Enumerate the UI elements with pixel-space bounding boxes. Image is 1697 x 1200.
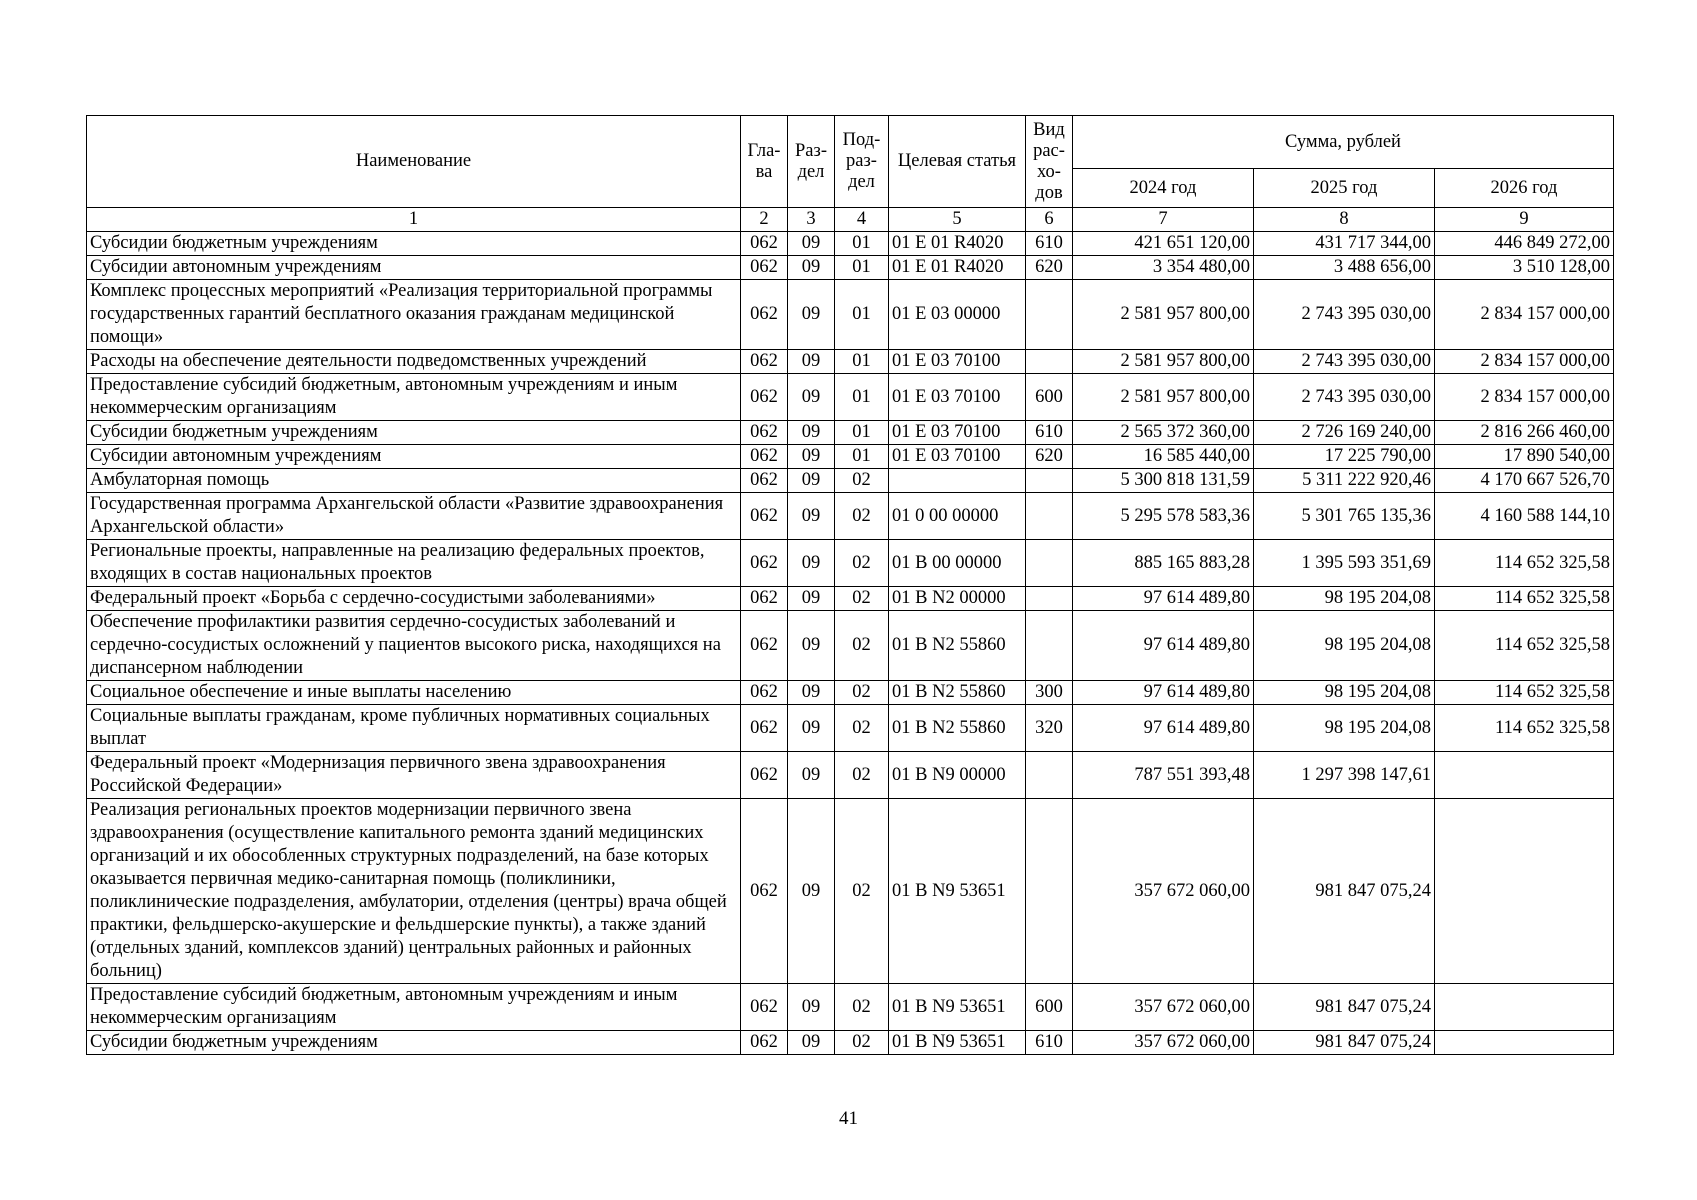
row-glava: 062: [741, 752, 788, 799]
row-celevaya-statya: 01 0 00 00000: [889, 493, 1026, 540]
row-razdel: 09: [788, 445, 835, 469]
column-number: 1: [87, 208, 741, 232]
table-row: [87, 374, 1614, 421]
table-row: [87, 984, 1614, 1031]
row-glava: 062: [741, 984, 788, 1031]
row-amount-2024: 97 614 489,80: [1073, 611, 1254, 681]
row-amount-2024: 5 295 578 583,36: [1073, 493, 1254, 540]
row-celevaya-statya: 01 Е 03 70100: [889, 350, 1026, 374]
row-celevaya-statya: 01 Е 03 00000: [889, 280, 1026, 350]
row-amount-2026: 114 652 325,58: [1435, 587, 1614, 611]
row-vid-rashodov: 610: [1026, 421, 1073, 445]
table-row: [87, 752, 1614, 799]
header-podrazdel: Под-раз-дел: [835, 116, 889, 208]
row-amount-2024: 16 585 440,00: [1073, 445, 1254, 469]
row-glava: 062: [741, 280, 788, 350]
row-name: Субсидии автономным учреждениям: [87, 256, 741, 280]
column-number: 4: [835, 208, 889, 232]
row-vid-rashodov: 320: [1026, 705, 1073, 752]
row-vid-rashodov: 610: [1026, 1031, 1073, 1055]
row-razdel: 09: [788, 611, 835, 681]
row-razdel: 09: [788, 350, 835, 374]
row-glava: 062: [741, 681, 788, 705]
row-vid-rashodov: [1026, 350, 1073, 374]
row-podrazdel: 02: [835, 540, 889, 587]
row-vid-rashodov: 300: [1026, 681, 1073, 705]
row-amount-2026: 114 652 325,58: [1435, 705, 1614, 752]
row-podrazdel: 02: [835, 469, 889, 493]
header-name: Наименование: [87, 116, 741, 208]
row-vid-rashodov: [1026, 280, 1073, 350]
row-podrazdel: 01: [835, 232, 889, 256]
row-amount-2026: 2 834 157 000,00: [1435, 350, 1614, 374]
row-glava: 062: [741, 469, 788, 493]
row-amount-2026: [1435, 1031, 1614, 1055]
budget-table: [86, 115, 1614, 1055]
row-amount-2026: 114 652 325,58: [1435, 611, 1614, 681]
table-row: [87, 232, 1614, 256]
row-vid-rashodov: [1026, 799, 1073, 984]
column-number: 3: [788, 208, 835, 232]
row-vid-rashodov: 600: [1026, 984, 1073, 1031]
row-amount-2025: 2 743 395 030,00: [1254, 374, 1435, 421]
row-vid-rashodov: [1026, 469, 1073, 493]
row-celevaya-statya: 01 В N9 00000: [889, 752, 1026, 799]
row-name: Государственная программа Архангельской области «Развитие здравоохранения Архангельской области»: [87, 493, 741, 540]
row-amount-2026: 2 834 157 000,00: [1435, 374, 1614, 421]
row-podrazdel: 02: [835, 587, 889, 611]
row-glava: 062: [741, 1031, 788, 1055]
row-podrazdel: 02: [835, 611, 889, 681]
header-year-2025: 2025 год: [1254, 169, 1435, 208]
header-year-2024: 2024 год: [1073, 169, 1254, 208]
row-glava: 062: [741, 611, 788, 681]
table-row: [87, 493, 1614, 540]
row-vid-rashodov: [1026, 752, 1073, 799]
column-number: 7: [1073, 208, 1254, 232]
row-podrazdel: 02: [835, 799, 889, 984]
row-glava: 062: [741, 445, 788, 469]
table-row: [87, 469, 1614, 493]
row-glava: 062: [741, 587, 788, 611]
row-glava: 062: [741, 799, 788, 984]
table-row: [87, 587, 1614, 611]
row-name: Субсидии автономным учреждениям: [87, 445, 741, 469]
row-razdel: 09: [788, 421, 835, 445]
row-amount-2026: [1435, 984, 1614, 1031]
table-row: [87, 540, 1614, 587]
row-celevaya-statya: [889, 469, 1026, 493]
row-amount-2026: 2 816 266 460,00: [1435, 421, 1614, 445]
row-name: Федеральный проект «Борьба с сердечно-сосудистыми заболеваниями»: [87, 587, 741, 611]
row-razdel: 09: [788, 984, 835, 1031]
row-celevaya-statya: 01 В N2 00000: [889, 587, 1026, 611]
row-amount-2024: 2 565 372 360,00: [1073, 421, 1254, 445]
row-amount-2025: 431 717 344,00: [1254, 232, 1435, 256]
row-vid-rashodov: [1026, 493, 1073, 540]
row-name: Субсидии бюджетным учреждениям: [87, 232, 741, 256]
row-amount-2026: 3 510 128,00: [1435, 256, 1614, 280]
row-vid-rashodov: [1026, 611, 1073, 681]
row-razdel: 09: [788, 469, 835, 493]
table-row: [87, 256, 1614, 280]
header-year-2026: 2026 год: [1435, 169, 1614, 208]
row-celevaya-statya: 01 Е 03 70100: [889, 445, 1026, 469]
row-name: Амбулаторная помощь: [87, 469, 741, 493]
row-name: Субсидии бюджетным учреждениям: [87, 421, 741, 445]
row-amount-2025: 98 195 204,08: [1254, 705, 1435, 752]
row-razdel: 09: [788, 1031, 835, 1055]
row-amount-2024: 5 300 818 131,59: [1073, 469, 1254, 493]
row-amount-2024: 2 581 957 800,00: [1073, 280, 1254, 350]
row-vid-rashodov: 620: [1026, 445, 1073, 469]
row-glava: 062: [741, 374, 788, 421]
row-celevaya-statya: 01 Е 01 R4020: [889, 232, 1026, 256]
row-name: Обеспечение профилактики развития сердечно-сосудистых заболеваний и сердечно-сосудистых осложнений у пациентов высокого риска, находящихся на диспансерном наблюдении: [87, 611, 741, 681]
row-amount-2025: 98 195 204,08: [1254, 587, 1435, 611]
column-number: 6: [1026, 208, 1073, 232]
row-razdel: 09: [788, 280, 835, 350]
row-amount-2026: [1435, 799, 1614, 984]
row-podrazdel: 01: [835, 421, 889, 445]
row-vid-rashodov: 600: [1026, 374, 1073, 421]
row-name: Социальное обеспечение и иные выплаты населению: [87, 681, 741, 705]
row-celevaya-statya: 01 В 00 00000: [889, 540, 1026, 587]
column-number-row: [87, 208, 1614, 232]
row-razdel: 09: [788, 540, 835, 587]
column-number: 8: [1254, 208, 1435, 232]
row-razdel: 09: [788, 799, 835, 984]
row-podrazdel: 02: [835, 984, 889, 1031]
table-row: [87, 445, 1614, 469]
row-celevaya-statya: 01 Е 01 R4020: [889, 256, 1026, 280]
header-razdel: Раз-дел: [788, 116, 835, 208]
row-vid-rashodov: [1026, 587, 1073, 611]
row-amount-2024: 3 354 480,00: [1073, 256, 1254, 280]
row-amount-2025: 2 743 395 030,00: [1254, 350, 1435, 374]
row-name: Предоставление субсидий бюджетным, автономным учреждениям и иным некоммерческим организациям: [87, 984, 741, 1031]
row-amount-2024: 787 551 393,48: [1073, 752, 1254, 799]
row-amount-2024: 357 672 060,00: [1073, 1031, 1254, 1055]
header-celevaya-statya: Целевая статья: [889, 116, 1026, 208]
table-row: [87, 611, 1614, 681]
row-glava: 062: [741, 705, 788, 752]
row-glava: 062: [741, 232, 788, 256]
row-razdel: 09: [788, 681, 835, 705]
row-celevaya-statya: 01 В N2 55860: [889, 705, 1026, 752]
row-amount-2024: 421 651 120,00: [1073, 232, 1254, 256]
row-amount-2026: 446 849 272,00: [1435, 232, 1614, 256]
row-amount-2025: 17 225 790,00: [1254, 445, 1435, 469]
row-podrazdel: 01: [835, 374, 889, 421]
row-celevaya-statya: 01 Е 03 70100: [889, 421, 1026, 445]
row-amount-2025: 98 195 204,08: [1254, 611, 1435, 681]
row-amount-2025: 2 743 395 030,00: [1254, 280, 1435, 350]
row-vid-rashodov: 620: [1026, 256, 1073, 280]
row-amount-2026: 114 652 325,58: [1435, 681, 1614, 705]
row-amount-2026: 17 890 540,00: [1435, 445, 1614, 469]
row-name: Социальные выплаты гражданам, кроме публичных нормативных социальных выплат: [87, 705, 741, 752]
row-podrazdel: 02: [835, 752, 889, 799]
table-row: [87, 705, 1614, 752]
row-amount-2024: 357 672 060,00: [1073, 799, 1254, 984]
row-celevaya-statya: 01 В N9 53651: [889, 984, 1026, 1031]
row-celevaya-statya: 01 В N2 55860: [889, 681, 1026, 705]
row-name: Субсидии бюджетным учреждениям: [87, 1031, 741, 1055]
row-celevaya-statya: 01 В N9 53651: [889, 799, 1026, 984]
table-row: [87, 280, 1614, 350]
row-podrazdel: 02: [835, 705, 889, 752]
row-name: Комплекс процессных мероприятий «Реализация территориальной программы государственных гарантий бесплатного оказания гражданам медицинской помощи»: [87, 280, 741, 350]
row-celevaya-statya: 01 В N9 53651: [889, 1031, 1026, 1055]
table-row: [87, 799, 1614, 984]
row-glava: 062: [741, 421, 788, 445]
column-number: 2: [741, 208, 788, 232]
row-razdel: 09: [788, 493, 835, 540]
row-vid-rashodov: [1026, 540, 1073, 587]
row-amount-2024: 2 581 957 800,00: [1073, 350, 1254, 374]
row-amount-2025: 981 847 075,24: [1254, 799, 1435, 984]
row-name: Предоставление субсидий бюджетным, автономным учреждениям и иным некоммерческим организациям: [87, 374, 741, 421]
row-podrazdel: 02: [835, 1031, 889, 1055]
row-amount-2026: [1435, 752, 1614, 799]
row-glava: 062: [741, 256, 788, 280]
row-celevaya-statya: 01 В N2 55860: [889, 611, 1026, 681]
page-number: 41: [839, 1108, 858, 1129]
row-podrazdel: 02: [835, 493, 889, 540]
header-summa: Сумма, рублей: [1073, 116, 1614, 169]
row-name: Расходы на обеспечение деятельности подведомственных учреждений: [87, 350, 741, 374]
row-amount-2024: 885 165 883,28: [1073, 540, 1254, 587]
row-podrazdel: 01: [835, 350, 889, 374]
row-razdel: 09: [788, 232, 835, 256]
row-razdel: 09: [788, 752, 835, 799]
row-amount-2025: 5 311 222 920,46: [1254, 469, 1435, 493]
row-podrazdel: 01: [835, 256, 889, 280]
row-amount-2024: 97 614 489,80: [1073, 681, 1254, 705]
row-amount-2025: 981 847 075,24: [1254, 1031, 1435, 1055]
header-glava: Гла-ва: [741, 116, 788, 208]
row-amount-2025: 3 488 656,00: [1254, 256, 1435, 280]
row-amount-2025: 981 847 075,24: [1254, 984, 1435, 1031]
table-row: [87, 1031, 1614, 1055]
column-number: 9: [1435, 208, 1614, 232]
row-amount-2024: 97 614 489,80: [1073, 705, 1254, 752]
table-row: [87, 681, 1614, 705]
row-amount-2025: 1 395 593 351,69: [1254, 540, 1435, 587]
row-amount-2026: 114 652 325,58: [1435, 540, 1614, 587]
row-glava: 062: [741, 350, 788, 374]
row-name: Федеральный проект «Модернизация первичного звена здравоохранения Российской Федерации»: [87, 752, 741, 799]
row-razdel: 09: [788, 705, 835, 752]
row-glava: 062: [741, 540, 788, 587]
row-amount-2025: 98 195 204,08: [1254, 681, 1435, 705]
row-amount-2025: 2 726 169 240,00: [1254, 421, 1435, 445]
row-razdel: 09: [788, 374, 835, 421]
row-razdel: 09: [788, 587, 835, 611]
row-podrazdel: 01: [835, 445, 889, 469]
row-vid-rashodov: 610: [1026, 232, 1073, 256]
row-amount-2025: 5 301 765 135,36: [1254, 493, 1435, 540]
row-amount-2024: 2 581 957 800,00: [1073, 374, 1254, 421]
table-row: [87, 421, 1614, 445]
row-amount-2024: 357 672 060,00: [1073, 984, 1254, 1031]
table-body: [87, 232, 1614, 1055]
row-amount-2024: 97 614 489,80: [1073, 587, 1254, 611]
row-amount-2026: 2 834 157 000,00: [1435, 280, 1614, 350]
row-amount-2026: 4 160 588 144,10: [1435, 493, 1614, 540]
row-amount-2025: 1 297 398 147,61: [1254, 752, 1435, 799]
header-vid-rashodov: Вид рас-хо-дов: [1026, 116, 1073, 208]
row-name: Региональные проекты, направленные на реализацию федеральных проектов, входящих в состав национальных проектов: [87, 540, 741, 587]
row-razdel: 09: [788, 256, 835, 280]
row-podrazdel: 02: [835, 681, 889, 705]
row-celevaya-statya: 01 Е 03 70100: [889, 374, 1026, 421]
row-amount-2026: 4 170 667 526,70: [1435, 469, 1614, 493]
table-row: [87, 350, 1614, 374]
row-glava: 062: [741, 493, 788, 540]
row-name: Реализация региональных проектов модернизации первичного звена здравоохранения (осуществление капитального ремонта зданий медицинских организаций и их обособленных структурных подразделений, на базе которых оказывается первичная медико-санитарная помощь (поликлиники, поликлинические подразделения, амбулатории, отделения (центры) врача общей практики, фельдшерско-акушерские и фельдшерские пункты), а также зданий (отдельных зданий, комплексов зданий) центральных районных и районных больниц): [87, 799, 741, 984]
column-number: 5: [889, 208, 1026, 232]
row-podrazdel: 01: [835, 280, 889, 350]
